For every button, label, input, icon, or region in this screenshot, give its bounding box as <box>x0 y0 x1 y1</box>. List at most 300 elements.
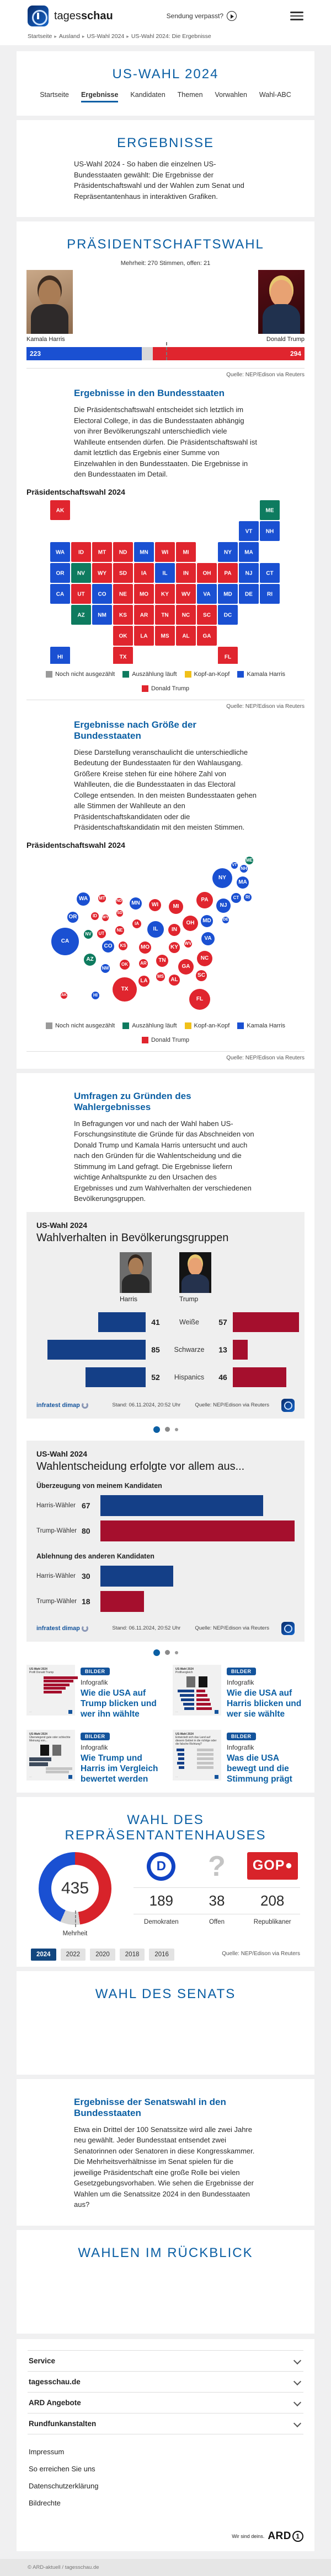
year-button-2022[interactable]: 2022 <box>61 1949 86 1961</box>
praesidentschaftswahl-title: PRÄSIDENTSCHAFTSWAHL <box>67 237 264 252</box>
umfragen-card <box>17 1073 314 1793</box>
house-title: WAHL DES REPRÄSENTANTENHAUSES <box>65 1812 266 1843</box>
state-tile-LA[interactable] <box>134 626 154 646</box>
state-tile-MD[interactable] <box>218 584 238 604</box>
teaser-title[interactable]: Wie die USA auf Harris blicken und wer sie wählte <box>227 1688 302 1719</box>
tab-wahl-abc[interactable]: Wahl-ABC <box>259 91 291 99</box>
dot-active[interactable] <box>153 1426 160 1433</box>
svg-text:HI: HI <box>57 654 63 660</box>
year-selector <box>26 1949 305 1959</box>
state-tile-HI[interactable] <box>50 647 70 664</box>
rueckblick-card <box>17 2230 314 2334</box>
state-tile-WY[interactable] <box>92 563 112 583</box>
harris-bar <box>47 1340 146 1360</box>
teaser-thumbnail[interactable]: US-Wahl 2024 Überwiegend gute oder schlechte Meinung von... ··· <box>26 1730 75 1781</box>
svg-text:OH: OH <box>202 570 211 576</box>
trump-mini-photo <box>179 1252 211 1293</box>
svg-text:AK: AK <box>56 507 65 513</box>
legend-swatch <box>122 1022 129 1029</box>
state-bubble-CT[interactable]: CT <box>231 893 241 903</box>
year-button-2020[interactable]: 2020 <box>90 1949 115 1961</box>
groesse-heading[interactable]: Ergebnisse nach Größe der Bundesstaaten <box>74 719 197 741</box>
trump-candidate <box>258 270 305 343</box>
state-bubble-NC[interactable]: NC <box>197 951 212 966</box>
breadcrumb-separator: ▸ <box>54 34 57 39</box>
breadcrumb-separator: ▸ <box>82 34 85 39</box>
ergebnisse-intro-card <box>17 120 314 217</box>
senate-card <box>17 1971 314 2075</box>
tab-themen[interactable]: Themen <box>177 91 203 99</box>
teaser-kicker: Infografik <box>227 1678 254 1686</box>
page-title: US-WAHL 2024 <box>112 67 219 82</box>
state-tile-IN[interactable] <box>176 563 196 583</box>
state-bubble-NE[interactable]: NE <box>115 926 124 935</box>
svg-text:ND: ND <box>119 549 127 555</box>
state-bubble-NV[interactable]: NV <box>84 930 93 939</box>
tab-vorwahlen[interactable]: Vorwahlen <box>215 91 247 99</box>
state-bubble-AL[interactable]: AL <box>169 975 180 986</box>
ergebnisse-intro-text: US-Wahl 2024 - So haben die einzelnen US-Bundesstaaten gewählt: Die Ergebnisse der Präsidentschaftswahl und der Wahlen zum Senat und Repräsentantenhaus in interaktiven Grafiken. <box>74 160 244 201</box>
state-tile-CA[interactable] <box>50 584 70 604</box>
state-tile-MA[interactable] <box>239 542 259 562</box>
state-tile-WV[interactable] <box>176 584 196 604</box>
bundesstaaten-heading[interactable]: Ergebnisse in den Bundesstaaten <box>74 388 225 398</box>
page-title-card <box>17 51 314 116</box>
svg-text:MS: MS <box>161 633 169 639</box>
state-tile-VT[interactable] <box>239 521 259 541</box>
democrats-label: Demokraten <box>144 1918 179 1925</box>
state-bubble-MT[interactable]: MT <box>98 895 106 902</box>
state-tile-ND[interactable] <box>113 542 133 562</box>
trump-votes-bar[interactable]: 294 <box>153 347 305 360</box>
footer-accordion-service[interactable] <box>28 2350 303 2371</box>
tagesschau-wordmark[interactable]: tagesschau <box>54 9 113 22</box>
state-tile-CO[interactable] <box>92 584 112 604</box>
decision-title: Wahlentscheidung erfolgte vor allem aus... <box>36 1460 245 1473</box>
tab-kandidaten[interactable]: Kandidaten <box>130 91 166 99</box>
footer-accordion-ard-angebote[interactable] <box>28 2392 303 2413</box>
state-bubble-IL[interactable]: IL <box>147 921 164 938</box>
senate-results-card <box>17 2079 314 2226</box>
state-size-cartogram[interactable] <box>26 853 324 1018</box>
legend-label: Kamala Harris <box>247 1022 286 1029</box>
state-bubble-AZ[interactable]: AZ <box>84 954 96 966</box>
republicans-label: Republikaner <box>253 1918 291 1925</box>
bilder-badge: BILDER <box>227 1668 256 1675</box>
value-label: 80 <box>82 1526 90 1535</box>
teaser-title[interactable]: Wie Trump und Harris im Vergleich bewertet werden <box>81 1753 158 1784</box>
decision-group-label: Überzeugung von meinem Kandidaten <box>36 1481 162 1490</box>
state-bubble-TX[interactable]: TX <box>113 977 137 1002</box>
teaser-thumbnail[interactable]: US-Wahl 2024 Profil Donald Trump ··· <box>26 1665 75 1715</box>
svg-text:CA: CA <box>56 591 65 597</box>
carousel-dots[interactable] <box>26 1649 305 1656</box>
legend-label: Donald Trump <box>151 685 190 692</box>
breadcrumb-item[interactable]: US-Wahl 2024 <box>87 33 125 40</box>
tagesschau-mini-logo <box>281 1399 295 1412</box>
dot-3[interactable] <box>175 1428 178 1431</box>
state-tile-GA[interactable] <box>197 626 217 646</box>
svg-text:DC: DC <box>223 612 232 618</box>
decision-bar <box>100 1566 173 1587</box>
accordion-label: Service <box>29 2356 56 2365</box>
state-bubble-VT[interactable]: VT <box>231 862 238 869</box>
state-bubble-ND[interactable]: ND <box>116 898 122 905</box>
state-tile-NJ[interactable] <box>239 563 259 583</box>
teaser-item[interactable] <box>26 1730 158 1785</box>
footer-accordion-tagesschau-de[interactable] <box>28 2371 303 2392</box>
state-tile-DC[interactable] <box>218 605 238 625</box>
footer-link-datenschutzerkl-rung[interactable]: Datenschutzerklärung <box>29 2481 99 2490</box>
svg-text:SD: SD <box>119 570 127 576</box>
legend-item <box>142 1037 189 1043</box>
legend-label: Kamala Harris <box>247 670 286 678</box>
teaser-kicker: Infografik <box>81 1678 108 1686</box>
demographics-kicker: US-Wahl 2024 <box>36 1220 88 1230</box>
teaser-title[interactable]: Was die USA bewegt und die Stimmung prägt <box>227 1753 292 1784</box>
umfragen-text: In Befragungen vor und nach der Wahl haben US-Forschungsinstitute die Gründe für das Abschneiden von Donald Trump und Kamala Harris untersucht und auch nach den Gründen für die Wahlentscheidung und die Stimmung im Land gefragt. Die Ergebnisse liefern wichtige Anhaltspunkte zu den Ursachen des Ergebnisses und zum Wahlverhalten der verschiedenen Bevölkerungsgruppen. <box>74 1119 254 1203</box>
decision-row <box>36 1518 295 1544</box>
state-bubble-WI[interactable]: WI <box>149 899 161 911</box>
republicans-seats: 208 <box>260 1892 285 1909</box>
svg-text:VT: VT <box>245 528 253 534</box>
teaser-item[interactable] <box>173 1730 305 1785</box>
state-tile-ID[interactable] <box>71 542 91 562</box>
state-tile-OK[interactable] <box>113 626 133 646</box>
umfragen-heading[interactable]: Umfragen zu Gründen des Wahlergebnisses <box>74 1090 191 1112</box>
harris-candidate <box>26 270 73 343</box>
state-tile-RI[interactable] <box>260 584 280 604</box>
state-bubble-IN[interactable]: IN <box>168 924 180 936</box>
state-tile-FL[interactable] <box>218 647 238 664</box>
year-button-2024[interactable]: 2024 <box>31 1949 56 1961</box>
trump-bar <box>233 1340 248 1360</box>
svg-text:NJ: NJ <box>245 570 253 576</box>
state-tile-WA[interactable] <box>50 542 70 562</box>
state-bubble-HI[interactable]: HI <box>92 992 99 999</box>
state-tile-AZ[interactable] <box>71 605 91 625</box>
praesidentschaftswahl-card <box>17 221 314 1069</box>
legend-item <box>237 671 285 678</box>
svg-text:SC: SC <box>203 612 211 618</box>
teaser-title[interactable]: Wie die USA auf Trump blicken und wer ihn wählte <box>81 1688 157 1719</box>
state-tile-NV[interactable] <box>71 563 91 583</box>
footer-link-impressum[interactable]: Impressum <box>29 2447 65 2456</box>
teaser-thumbnail[interactable]: US-Wahl 2024 Entwickelt sich das Land auf diesem Gebiet in die richtige oder die falsche Richtung? ··· <box>173 1730 221 1781</box>
state-bubble-WA[interactable]: WA <box>77 892 90 906</box>
dot-3[interactable] <box>175 1651 178 1654</box>
svg-text:MO: MO <box>139 591 149 597</box>
democrats-seats: 189 <box>149 1892 174 1909</box>
state-bubble-GA[interactable]: GA <box>178 959 194 975</box>
teaser-kicker: Infografik <box>227 1743 254 1751</box>
svg-text:NH: NH <box>265 528 274 534</box>
state-tile-OR[interactable] <box>50 563 70 583</box>
footer-accordion-rundfunkanstalten[interactable] <box>28 2413 303 2434</box>
harris-bar <box>86 1367 146 1387</box>
accordion-label: Rundfunkanstalten <box>29 2419 97 2428</box>
footer-link-bildrechte[interactable]: Bildrechte <box>29 2498 61 2507</box>
state-tile-NE[interactable] <box>113 584 133 604</box>
tab-ergebnisse[interactable]: Ergebnisse <box>81 91 118 102</box>
menu-icon[interactable] <box>290 12 303 20</box>
state-bubble-UT[interactable]: UT <box>97 929 106 938</box>
dot-active[interactable] <box>153 1649 160 1656</box>
state-bubble-MD[interactable]: MD <box>201 915 213 927</box>
state-tile-TN[interactable] <box>155 605 175 625</box>
svg-text:DE: DE <box>245 591 253 597</box>
open-label: Offen <box>209 1918 225 1925</box>
breadcrumb-item[interactable]: US-Wahl 2024: Die Ergebnisse <box>131 33 211 40</box>
svg-text:ID: ID <box>78 549 84 555</box>
decision-chart-card <box>26 1441 305 1642</box>
svg-text:CT: CT <box>266 570 274 576</box>
senate-results-heading[interactable]: Ergebnisse der Senatswahl in den Bundesstaaten <box>74 2096 226 2118</box>
legend-label: Kopf-an-Kopf <box>194 670 230 678</box>
state-tile-SD[interactable] <box>113 563 133 583</box>
state-bubble-OR[interactable]: OR <box>67 912 78 923</box>
state-bubble-ME[interactable]: ME <box>245 857 253 864</box>
category-label: Weiße <box>179 1318 199 1326</box>
svg-text:WA: WA <box>55 549 65 555</box>
footer-links <box>29 2443 303 2512</box>
svg-text:OK: OK <box>119 633 127 639</box>
site-footer <box>17 2339 314 2551</box>
play-icon[interactable] <box>227 11 237 21</box>
svg-text:IL: IL <box>162 570 168 576</box>
state-bubble-OH[interactable]: OH <box>183 916 198 931</box>
copyright-bar: © ARD-aktuell / tagesschau.de <box>0 2559 331 2576</box>
state-bubble-SC[interactable]: SC <box>196 970 207 981</box>
legend-label: Kopf-an-Kopf <box>194 1022 230 1029</box>
state-bubble-ID[interactable]: ID <box>91 912 99 920</box>
state-bubble-LA[interactable]: LA <box>138 976 150 987</box>
category-label: Schwarze <box>174 1345 205 1354</box>
stand-timestamp: Stand: 06.11.2024, 20:52 Uhr <box>112 1402 181 1408</box>
state-tile-MS[interactable] <box>155 626 175 646</box>
state-tile-KY[interactable] <box>155 584 175 604</box>
state-bubble-MA[interactable]: MA <box>237 876 249 889</box>
state-bubble-SD[interactable]: SD <box>116 910 123 917</box>
state-bubble-NJ[interactable]: NJ <box>216 899 231 913</box>
svg-text:WY: WY <box>97 570 107 576</box>
teaser-grid <box>26 1665 305 1785</box>
state-bubble-WV[interactable]: WV <box>184 940 192 948</box>
state-tile-MT[interactable] <box>92 542 112 562</box>
chevron-down-icon <box>293 2357 301 2364</box>
legend-swatch <box>46 671 52 678</box>
svg-text:IA: IA <box>141 570 147 576</box>
senate-results-text: Etwa ein Drittel der 100 Senatssitze wird alle zwei Jahre neu gewählt. Jeder Bundesstaat entsendet zwei Senatorinnen oder Senatoren in diese Kongresskammer. Die Mehrheitsverhältnisse im Senat spielen für die jeweilige Präsidentschaft eine große Rolle bei vielen Gesetzgebungsvorhaben. Wie sehen die Ergebnisse der Wahlen um die Senatssitze 2024 in den Bundesstaaten aus? <box>74 2125 255 2209</box>
house-donut[interactable] <box>31 1852 119 1937</box>
dot-2[interactable] <box>165 1427 170 1432</box>
state-bubble-AK[interactable]: AK <box>61 992 67 999</box>
year-button-2018[interactable]: 2018 <box>120 1949 145 1961</box>
missed-show-link[interactable] <box>167 11 237 21</box>
state-tile-AR[interactable] <box>134 605 154 625</box>
legend-swatch <box>185 1022 191 1029</box>
state-tile-MN[interactable] <box>134 542 154 562</box>
state-bubble-TN[interactable]: TN <box>156 955 168 967</box>
open-votes-bar <box>142 347 153 360</box>
value-label: 18 <box>82 1597 90 1606</box>
bilder-badge: BILDER <box>227 1733 256 1740</box>
trump-value: 46 <box>218 1372 227 1382</box>
harris-column-label: Harris <box>120 1295 137 1303</box>
state-tile-NY[interactable] <box>218 542 238 562</box>
voter-group-label: Harris-Wähler <box>36 1572 76 1579</box>
value-label: 67 <box>82 1501 90 1510</box>
state-bubble-NY[interactable]: NY <box>212 868 232 888</box>
state-tile-AL[interactable] <box>176 626 196 646</box>
state-tile-MO[interactable] <box>134 584 154 604</box>
state-bubble-MN[interactable]: MN <box>130 897 142 910</box>
chevron-down-icon <box>293 2399 301 2406</box>
demographics-row-schwarze <box>36 1336 295 1363</box>
voter-group-label: Trump-Wähler <box>36 1527 77 1534</box>
state-bubble-DE[interactable]: DE <box>222 917 229 923</box>
legend-swatch <box>142 1037 148 1043</box>
legend-item <box>122 671 177 678</box>
majority-note: Mehrheit: 270 Stimmen, offen: 21 <box>120 260 211 267</box>
cartogram-chart-label: Präsidentschaftswahl 2024 <box>26 840 125 849</box>
state-results-map[interactable] <box>26 500 305 667</box>
state-bubble-NM[interactable]: NM <box>101 964 110 973</box>
svg-text:NV: NV <box>77 570 85 576</box>
state-bubble-MO[interactable]: MO <box>139 941 151 954</box>
state-tile-KS[interactable] <box>113 605 133 625</box>
footer-accordions <box>28 2350 303 2434</box>
svg-text:WI: WI <box>161 549 169 555</box>
breadcrumb <box>0 30 331 47</box>
svg-text:GA: GA <box>202 633 211 639</box>
state-tile-PA[interactable] <box>218 563 238 583</box>
harris-mini-photo <box>120 1252 152 1293</box>
state-bubble-MS[interactable]: MS <box>156 972 165 981</box>
state-tile-IA[interactable] <box>134 563 154 583</box>
svg-text:IN: IN <box>183 570 189 576</box>
state-tile-NC[interactable] <box>176 605 196 625</box>
state-tile-WI[interactable] <box>155 542 175 562</box>
legend-swatch <box>122 671 129 678</box>
chart-source: Quelle: NEP/Edison via Reuters <box>195 1625 269 1631</box>
svg-text:ME: ME <box>265 507 274 513</box>
trump-bar <box>233 1312 299 1332</box>
infratest-dimap-logo: infratest dimap <box>36 1625 88 1632</box>
state-tile-NM[interactable] <box>92 605 112 625</box>
carousel-dots[interactable] <box>26 1426 305 1433</box>
state-tile-ME[interactable] <box>260 500 280 520</box>
state-bubble-WY[interactable]: WY <box>102 914 109 921</box>
svg-text:FL: FL <box>224 654 232 660</box>
svg-text:VA: VA <box>203 591 211 597</box>
state-bubble-NH[interactable]: NH <box>240 865 248 873</box>
trump-column-label: Trump <box>179 1295 199 1303</box>
breadcrumb-item[interactable]: Ausland <box>58 33 80 40</box>
teaser-item[interactable] <box>173 1665 305 1720</box>
state-bubble-IA[interactable]: IA <box>132 919 141 928</box>
electoral-college-bar[interactable] <box>26 347 305 360</box>
legend-label: Noch nicht ausgezählt <box>55 670 115 678</box>
svg-text:MN: MN <box>140 549 148 555</box>
state-bubble-AR[interactable]: AR <box>139 959 148 968</box>
state-bubble-VA[interactable]: VA <box>201 932 215 945</box>
house-card <box>17 1797 314 1967</box>
house-source: Quelle: NEP/Edison via Reuters <box>222 1951 300 1957</box>
site-header <box>0 0 331 47</box>
legend-swatch <box>185 671 191 678</box>
teaser-item[interactable] <box>26 1665 158 1720</box>
svg-text:NY: NY <box>224 549 232 555</box>
state-bubble-CO[interactable]: CO <box>102 940 114 953</box>
state-tile-UT[interactable] <box>71 584 91 604</box>
state-tile-IL[interactable] <box>155 563 175 583</box>
state-bubble-FL[interactable]: FL <box>189 989 210 1010</box>
legend-swatch <box>237 671 244 678</box>
decision-bar <box>100 1495 263 1516</box>
svg-text:KS: KS <box>119 612 127 618</box>
state-tile-MI[interactable] <box>176 542 196 562</box>
state-tile-TX[interactable] <box>113 647 133 664</box>
state-tile-OH[interactable] <box>197 563 217 583</box>
trump-value: 13 <box>218 1345 227 1354</box>
kamala-harris-photo <box>26 270 73 334</box>
state-tile-DE[interactable] <box>239 584 259 604</box>
state-bubble-PA[interactable]: PA <box>196 892 213 908</box>
state-tile-VA[interactable] <box>197 584 217 604</box>
tab-startseite[interactable]: Startseite <box>40 91 70 99</box>
harris-value: 52 <box>151 1372 160 1382</box>
svg-text:NE: NE <box>119 591 127 597</box>
state-tile-SC[interactable] <box>197 605 217 625</box>
teaser-thumbnail[interactable]: US-Wahl 2024 Profilvergleich ··· <box>173 1665 221 1715</box>
infratest-dimap-logo: infratest dimap <box>36 1402 88 1409</box>
harris-value: 41 <box>151 1317 160 1327</box>
open-seats: 38 <box>209 1892 225 1909</box>
legend-item <box>237 1022 285 1029</box>
state-bubble-RI[interactable]: RI <box>244 894 252 901</box>
state-bubble-OK[interactable]: OK <box>120 960 130 970</box>
voter-group-label: Harris-Wähler <box>36 1502 76 1509</box>
tagesschau-logo-icon[interactable] <box>28 6 49 26</box>
legend-item <box>185 1022 230 1029</box>
footer-link-so-erreichen-sie-uns[interactable]: So erreichen Sie uns <box>29 2464 95 2473</box>
year-button-2016[interactable]: 2016 <box>149 1949 174 1961</box>
state-bubble-KY[interactable]: KY <box>169 942 180 953</box>
ergebnisse-title: ERGEBNISSE <box>116 136 215 150</box>
dot-2[interactable] <box>165 1650 170 1655</box>
us-states-map[interactable] <box>39 500 292 664</box>
state-tile-NH[interactable] <box>260 521 280 541</box>
state-bubble-KS[interactable]: KS <box>119 941 127 950</box>
groesse-text: Diese Darstellung veranschaulicht die unterschiedliche Bedeutung der Bundesstaaten für den Wahlausgang. Größere Kreise stehen für eine höhere Zahl von Wahlleuten, die die Bundesstaaten in das Electoral College entsenden. In den meisten Bundesstaaten gehen alle Stimmen der Wahlleute an den Präsidentschaftskandidaten oder die Präsidentschaftskandidatin mit den meisten Stimmen. <box>74 748 257 831</box>
harris-votes-bar[interactable]: 223 <box>26 347 142 360</box>
state-bubble-CA[interactable]: CA <box>51 928 79 955</box>
svg-text:MA: MA <box>244 549 253 555</box>
state-tile-CT[interactable] <box>260 563 280 583</box>
state-tile-AK[interactable] <box>50 500 70 520</box>
breadcrumb-item[interactable]: Startseite <box>28 33 52 40</box>
decision-kicker: US-Wahl 2024 <box>36 1449 88 1458</box>
decision-bar <box>100 1591 144 1612</box>
house-total: 435 <box>51 1865 99 1912</box>
demographics-rows <box>36 1308 295 1391</box>
accordion-label: ARD Angebote <box>29 2398 81 2407</box>
democrats-logo: D <box>147 1852 175 1881</box>
stand-timestamp: Stand: 06.11.2024, 20:52 Uhr <box>112 1625 181 1631</box>
decision-groups <box>36 1482 295 1614</box>
state-bubble-MI[interactable]: MI <box>169 900 183 914</box>
